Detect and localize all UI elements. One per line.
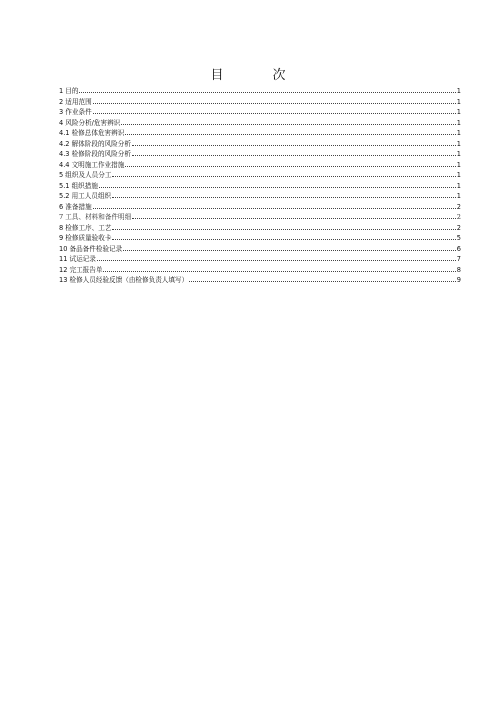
toc-entry-page: 8 — [456, 265, 461, 274]
toc-entry[interactable] — [59, 211, 461, 222]
dot-leader — [125, 159, 455, 167]
toc-entry[interactable] — [59, 159, 461, 170]
table-of-contents — [59, 85, 461, 285]
toc-title: 目 次 — [210, 68, 304, 83]
toc-entry-label: 5.1 组织措施 — [59, 181, 98, 190]
dot-leader — [112, 169, 455, 177]
toc-entry-page: 1 — [456, 160, 461, 169]
toc-entry-label: 7 工具、材料和备件明细 — [59, 213, 132, 221]
toc-entry-label: 4 风险分析/危害辨识 — [59, 118, 121, 127]
toc-entry-page: 1 — [456, 150, 461, 158]
dot-leader — [99, 180, 456, 188]
dot-leader — [123, 243, 456, 251]
dot-leader — [97, 253, 456, 261]
dot-leader — [121, 117, 456, 125]
dot-leader — [103, 264, 455, 272]
dot-leader — [132, 138, 456, 146]
toc-entry[interactable] — [59, 117, 461, 128]
toc-entry-page: 1 — [456, 171, 461, 179]
toc-entry-page: 1 — [456, 139, 461, 148]
toc-entry-page: 1 — [456, 118, 461, 127]
toc-entry[interactable] — [59, 127, 461, 138]
toc-entry-label: 8 检修工序、工艺 — [59, 223, 112, 232]
toc-entry-page: 2 — [456, 202, 461, 211]
toc-entry[interactable] — [59, 85, 461, 96]
toc-entry-page: 1 — [456, 192, 461, 200]
dot-leader — [132, 148, 456, 156]
dot-leader — [93, 106, 456, 114]
dot-leader — [112, 232, 455, 240]
toc-entry[interactable] — [59, 180, 461, 191]
toc-entry-page: 9 — [456, 276, 461, 284]
toc-entry-page: 2 — [456, 213, 461, 221]
toc-entry-label: 6 准备措施 — [59, 202, 92, 211]
toc-entry-page: 1 — [456, 108, 461, 116]
toc-entry[interactable] — [59, 169, 461, 180]
toc-entry-label: 4.3 检修阶段的风险分析 — [59, 150, 131, 158]
toc-entry-page: 1 — [456, 181, 461, 190]
dot-leader — [93, 201, 456, 209]
toc-entry-label: 4.2 解体阶段的风险分析 — [59, 139, 131, 148]
toc-entry[interactable] — [59, 274, 461, 285]
toc-entry-page: 2 — [456, 223, 461, 232]
toc-entry-page: 1 — [456, 129, 461, 137]
toc-entry-label: 9 检修质量验收卡 — [59, 234, 112, 242]
dot-leader — [189, 274, 456, 282]
toc-entry-label: 3 作业条件 — [59, 108, 92, 116]
toc-entry-label: 11 试运记录 — [59, 255, 96, 263]
toc-entry-page: 1 — [456, 87, 461, 95]
dot-leader — [112, 190, 456, 198]
toc-entry-label: 4.4 文明施工作业措施 — [59, 160, 125, 169]
toc-entry-page: 6 — [456, 244, 461, 253]
toc-entry-label: 13 检修人员经验反馈（由检修负责人填写） — [59, 276, 189, 284]
toc-entry[interactable] — [59, 264, 461, 275]
toc-entry[interactable] — [59, 106, 461, 117]
toc-entry-page: 7 — [456, 255, 461, 263]
dot-leader — [112, 222, 455, 230]
toc-entry-label: 12 完工报告单 — [59, 265, 103, 274]
dot-leader — [125, 127, 455, 135]
dot-leader — [132, 211, 456, 219]
toc-entry-label: 5.2 用工人员组织 — [59, 192, 112, 200]
toc-entry-page: 5 — [456, 234, 461, 242]
toc-entry[interactable] — [59, 253, 461, 264]
toc-entry-label: 10 备品备件检验记录 — [59, 244, 123, 253]
toc-entry-label: 5 组织及人员分工 — [59, 171, 112, 179]
toc-entry-label: 1 目的 — [59, 87, 79, 95]
toc-entry[interactable] — [59, 190, 461, 201]
dot-leader — [93, 96, 456, 104]
toc-entry[interactable] — [59, 148, 461, 159]
toc-entry[interactable] — [59, 232, 461, 243]
toc-entry[interactable] — [59, 138, 461, 149]
toc-entry-label: 2 适用范围 — [59, 97, 92, 106]
dot-leader — [79, 85, 455, 93]
toc-entry[interactable] — [59, 201, 461, 212]
toc-entry-page: 1 — [456, 97, 461, 106]
toc-entry[interactable] — [59, 243, 461, 254]
toc-entry[interactable] — [59, 222, 461, 233]
toc-entry-label: 4.1 检修总体危害辨识 — [59, 129, 125, 137]
toc-entry[interactable] — [59, 96, 461, 107]
